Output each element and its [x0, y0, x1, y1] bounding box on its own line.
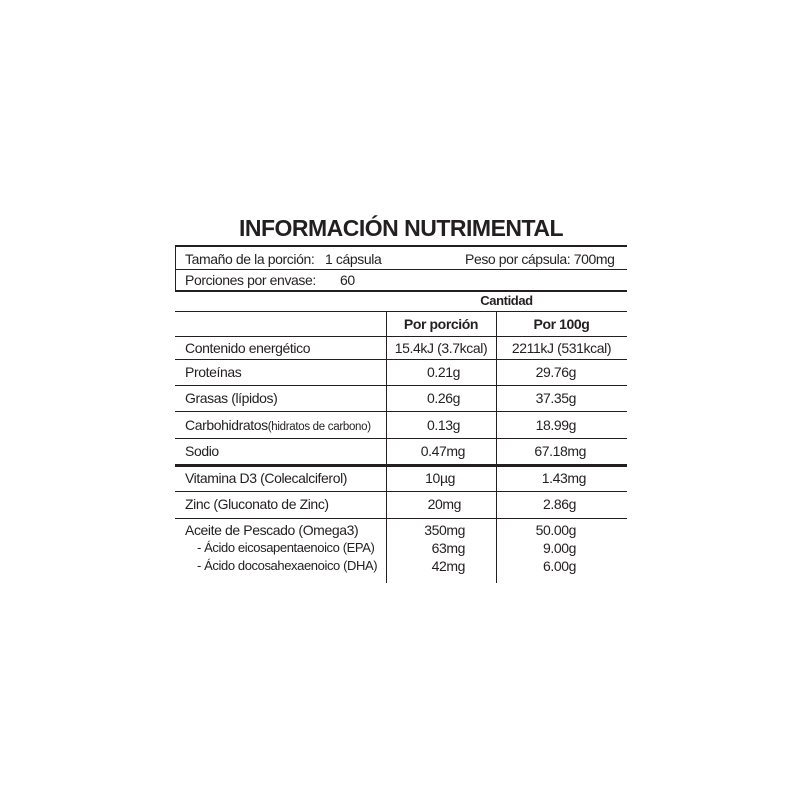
per-serving-value: 0.26g [426, 390, 460, 406]
nutrient-name: Zinc (Gluconato de Zinc) [185, 496, 329, 512]
per-100g-value: 29.76g [535, 364, 576, 380]
divider [175, 336, 627, 337]
nutrient-name: Proteínas [185, 364, 242, 380]
column-divider [175, 245, 176, 291]
per-serving-value: 20mg [427, 496, 461, 512]
nutrient-subitem-name: - Ácido docosahexaenoico (DHA) [197, 558, 378, 573]
servings-per-container-value: 60 [340, 272, 355, 288]
serving-size-value: 1 cápsula [325, 251, 382, 267]
per-serving-header: Por porción [403, 316, 479, 332]
divider-thick [175, 464, 627, 467]
divider [175, 385, 627, 386]
per-100g-value: 9.00g [542, 540, 576, 556]
nutrient-name [185, 417, 371, 433]
divider [175, 491, 627, 492]
servings-per-container-label: Porciones por envase: [185, 272, 316, 288]
per-100g-value: 67.18mg [534, 443, 586, 459]
per-serving-value: 0.13g [426, 417, 460, 433]
nutrient-name: Sodio [185, 443, 219, 459]
per-100g-value: 18.99g [535, 417, 576, 433]
nutrient-name: Contenido energético [185, 340, 311, 356]
per-100g-value: 2.86g [542, 496, 576, 512]
nutrition-facts-label [175, 205, 627, 591]
label-title: INFORMACIÓN NUTRIMENTAL [238, 215, 564, 241]
per-serving-value: 15.4kJ (3.7kcal) [394, 340, 488, 356]
per-serving-value: 0.21g [426, 364, 460, 380]
divider-top [175, 245, 627, 247]
divider [175, 269, 627, 270]
divider [175, 411, 627, 412]
per-100g-value: 1.43mg [541, 470, 586, 486]
divider [175, 311, 627, 312]
per-100g-value: 37.35g [535, 390, 576, 406]
divider [175, 290, 627, 292]
serving-size-label: Tamaño de la porción: [185, 251, 315, 267]
nutrient-name-main: Carbohidratos [185, 417, 268, 433]
per-serving-value: 10µg [425, 470, 455, 486]
per-100g-value: 2211kJ (531kcal) [511, 340, 612, 356]
per-100g-header: Por 100g [533, 316, 590, 332]
divider [175, 359, 627, 360]
per-100g-value: 50.00g [535, 522, 576, 538]
nutrient-name: Grasas (lípidos) [185, 390, 278, 406]
capsule-weight: Peso por cápsula: 700mg [465, 251, 615, 267]
divider [175, 518, 627, 519]
per-serving-value: 42mg [431, 558, 465, 574]
nutrient-subitem-name: - Ácido eicosapentaenoico (EPA) [197, 540, 375, 555]
per-serving-value: 63mg [431, 540, 465, 556]
per-serving-value: 350mg [424, 522, 465, 538]
nutrient-name: Vitamina D3 (Colecalciferol) [185, 470, 348, 486]
nutrient-name: Aceite de Pescado (Omega3) [185, 522, 359, 538]
divider [175, 438, 627, 439]
amount-header: Cantidad [480, 293, 533, 308]
per-100g-value: 6.00g [542, 558, 576, 574]
per-serving-value: 0.47mg [420, 443, 465, 459]
nutrient-name-note: (hidratos de carbono) [267, 421, 371, 433]
